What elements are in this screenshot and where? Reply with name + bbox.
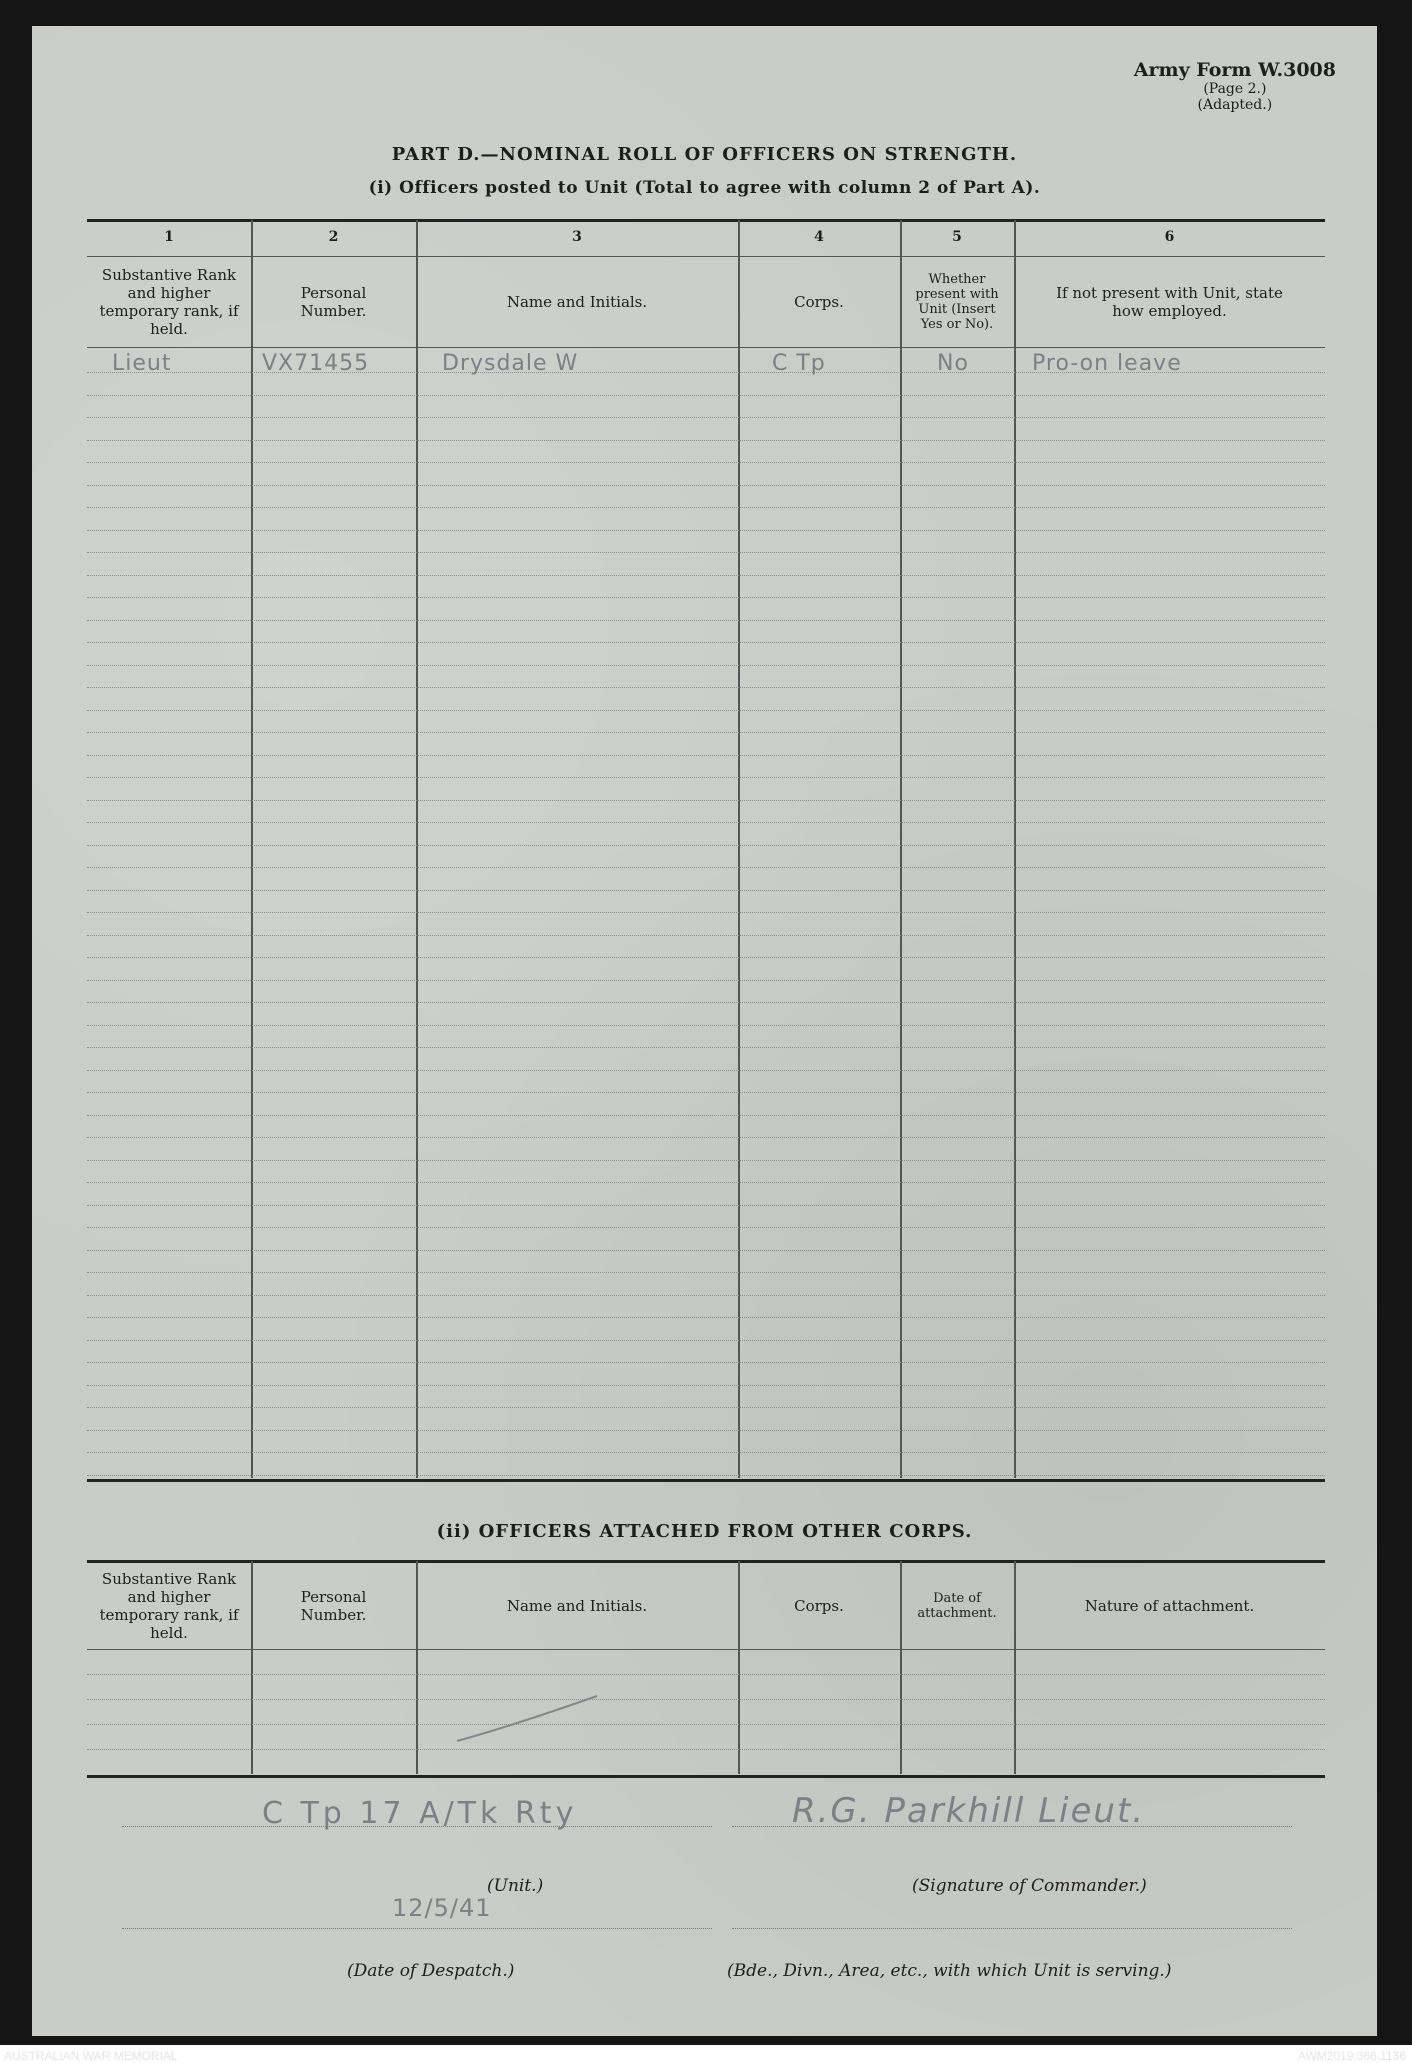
t2-head-rank: Substantive Rank and higher temporary rank, if held. bbox=[99, 1569, 239, 1642]
form-name: Army Form W.3008 bbox=[1133, 59, 1336, 81]
ruled-line bbox=[87, 890, 1325, 891]
table1-header-rule bbox=[87, 347, 1325, 348]
ruled-line bbox=[87, 935, 1325, 936]
col-num-1: 1 bbox=[164, 229, 174, 245]
table1-bottom-rule bbox=[87, 1479, 1325, 1482]
ruled-line bbox=[87, 822, 1325, 823]
ruled-line bbox=[87, 462, 1325, 463]
col-head-present: Whether present with Unit (Insert Yes or No). bbox=[915, 272, 999, 332]
t2-head-corps: Corps. bbox=[794, 1596, 844, 1615]
col-head-corps: Corps. bbox=[794, 293, 844, 311]
table1-col-sep bbox=[738, 220, 740, 1478]
ruled-line bbox=[87, 1407, 1325, 1408]
part-d-subtitle: (i) Officers posted to Unit (Total to agree with column 2 of Part A). bbox=[368, 178, 1041, 198]
col-head-number: Personal Number. bbox=[300, 284, 367, 320]
table1-num-rule bbox=[87, 256, 1325, 257]
ruled-line bbox=[87, 1137, 1325, 1138]
ruled-line bbox=[87, 507, 1325, 508]
date-line bbox=[122, 1928, 712, 1929]
ruled-line bbox=[87, 867, 1325, 868]
ruled-line bbox=[87, 440, 1325, 441]
col-num-5: 5 bbox=[952, 229, 962, 245]
entry-number: VX71455 bbox=[262, 351, 370, 376]
col-num-6: 6 bbox=[1164, 229, 1175, 245]
col-num-3: 3 bbox=[572, 229, 582, 245]
table1-col-sep bbox=[251, 220, 253, 1478]
col-head-employed: If not present with Unit, state how employed. bbox=[1056, 284, 1283, 320]
archive-accession: AWM2019.366.1136 bbox=[1297, 2049, 1406, 2063]
part-ii-title: (ii) OFFICERS ATTACHED FROM OTHER CORPS. bbox=[436, 1521, 973, 1542]
form-header bbox=[1134, 59, 1336, 113]
ruled-line bbox=[87, 980, 1325, 981]
ruled-line bbox=[87, 665, 1325, 666]
table1-col-sep bbox=[900, 220, 902, 1478]
ruled-line bbox=[87, 1182, 1325, 1183]
ruled-line bbox=[87, 732, 1325, 733]
ruled-line bbox=[87, 597, 1325, 598]
bde-line bbox=[732, 1928, 1292, 1929]
ruled-line bbox=[87, 755, 1325, 756]
ruled-line bbox=[87, 1115, 1325, 1116]
ruled-line bbox=[87, 1272, 1325, 1273]
ruled-line bbox=[87, 575, 1325, 576]
ruled-line bbox=[87, 710, 1325, 711]
table2-bottom-rule bbox=[87, 1775, 1325, 1778]
date-value: 12/5/41 bbox=[392, 1894, 492, 1922]
ruled-line bbox=[87, 417, 1325, 418]
ruled-line bbox=[87, 1430, 1325, 1431]
form-page-number: (Page 2.) bbox=[1203, 81, 1267, 97]
entry-name: Drysdale W bbox=[442, 351, 579, 376]
table1-col-sep bbox=[1014, 220, 1016, 1478]
ruled-line bbox=[87, 1475, 1325, 1476]
pencil-stroke bbox=[452, 1691, 602, 1751]
ruled-line bbox=[87, 845, 1325, 846]
entry-corps: C Tp bbox=[772, 351, 826, 376]
ruled-line bbox=[87, 1362, 1325, 1363]
ruled-line bbox=[87, 552, 1325, 553]
ruled-line bbox=[87, 485, 1325, 486]
entry-present: No bbox=[937, 351, 969, 376]
signature: R.G. Parkhill Lieut. bbox=[792, 1791, 1146, 1831]
ruled-line bbox=[87, 530, 1325, 531]
table1-top-rule bbox=[87, 219, 1325, 222]
ruled-line bbox=[87, 1295, 1325, 1296]
bde-label: (Bde., Divn., Area, etc., with which Unit is serving.) bbox=[727, 1961, 1172, 1981]
entry-rank: Lieut bbox=[112, 351, 172, 376]
form-page bbox=[32, 26, 1377, 2036]
ruled-line bbox=[87, 1047, 1325, 1048]
ruled-line bbox=[87, 1340, 1325, 1341]
t2-head-date: Date of attachment. bbox=[917, 1590, 997, 1621]
ruled-line bbox=[87, 395, 1325, 396]
ruled-line bbox=[87, 1250, 1325, 1251]
unit-value: C Tp 17 A/Tk Rty bbox=[262, 1796, 578, 1831]
ruled-line bbox=[87, 1160, 1325, 1161]
ruled-line bbox=[87, 1092, 1325, 1093]
col-num-4: 4 bbox=[814, 229, 824, 245]
ruled-line bbox=[87, 777, 1325, 778]
ruled-line bbox=[87, 1699, 1325, 1700]
ruled-line bbox=[87, 957, 1325, 958]
form-adapted: (Adapted.) bbox=[1197, 97, 1273, 113]
ruled-line bbox=[87, 1070, 1325, 1071]
ruled-line bbox=[87, 800, 1325, 801]
ruled-line bbox=[87, 687, 1325, 688]
unit-label: (Unit.) bbox=[487, 1876, 544, 1896]
ruled-line bbox=[87, 1025, 1325, 1026]
ruled-line bbox=[87, 1317, 1325, 1318]
t2-head-number: Personal Number. bbox=[300, 1587, 367, 1624]
part-d-title: PART D.—NOMINAL ROLL OF OFFICERS ON STRENGTH. bbox=[391, 144, 1018, 165]
ruled-line bbox=[87, 912, 1325, 913]
archive-institution: AUSTRALIAN WAR MEMORIAL bbox=[4, 2049, 178, 2063]
ruled-line bbox=[87, 1227, 1325, 1228]
ruled-line bbox=[87, 1385, 1325, 1386]
signature-label: (Signature of Commander.) bbox=[912, 1876, 1147, 1896]
ruled-line bbox=[87, 1002, 1325, 1003]
ruled-line bbox=[87, 1749, 1325, 1750]
ruled-line bbox=[87, 642, 1325, 643]
date-label: (Date of Despatch.) bbox=[347, 1961, 515, 1981]
col-head-rank: Substantive Rank and higher temporary rank, if held. bbox=[99, 266, 239, 338]
col-num-2: 2 bbox=[328, 229, 339, 245]
ruled-line bbox=[87, 620, 1325, 621]
table1-col-sep bbox=[416, 220, 418, 1478]
ruled-line bbox=[87, 1205, 1325, 1206]
table2-header-rule bbox=[87, 1649, 1325, 1650]
ruled-line bbox=[87, 1724, 1325, 1725]
ruled-line bbox=[87, 1674, 1325, 1675]
t2-head-nature: Nature of attachment. bbox=[1084, 1596, 1255, 1615]
t2-head-name: Name and Initials. bbox=[506, 1596, 648, 1615]
col-head-name: Name and Initials. bbox=[506, 293, 648, 311]
ruled-line bbox=[87, 1452, 1325, 1453]
entry-employed: Pro-on leave bbox=[1032, 351, 1182, 376]
